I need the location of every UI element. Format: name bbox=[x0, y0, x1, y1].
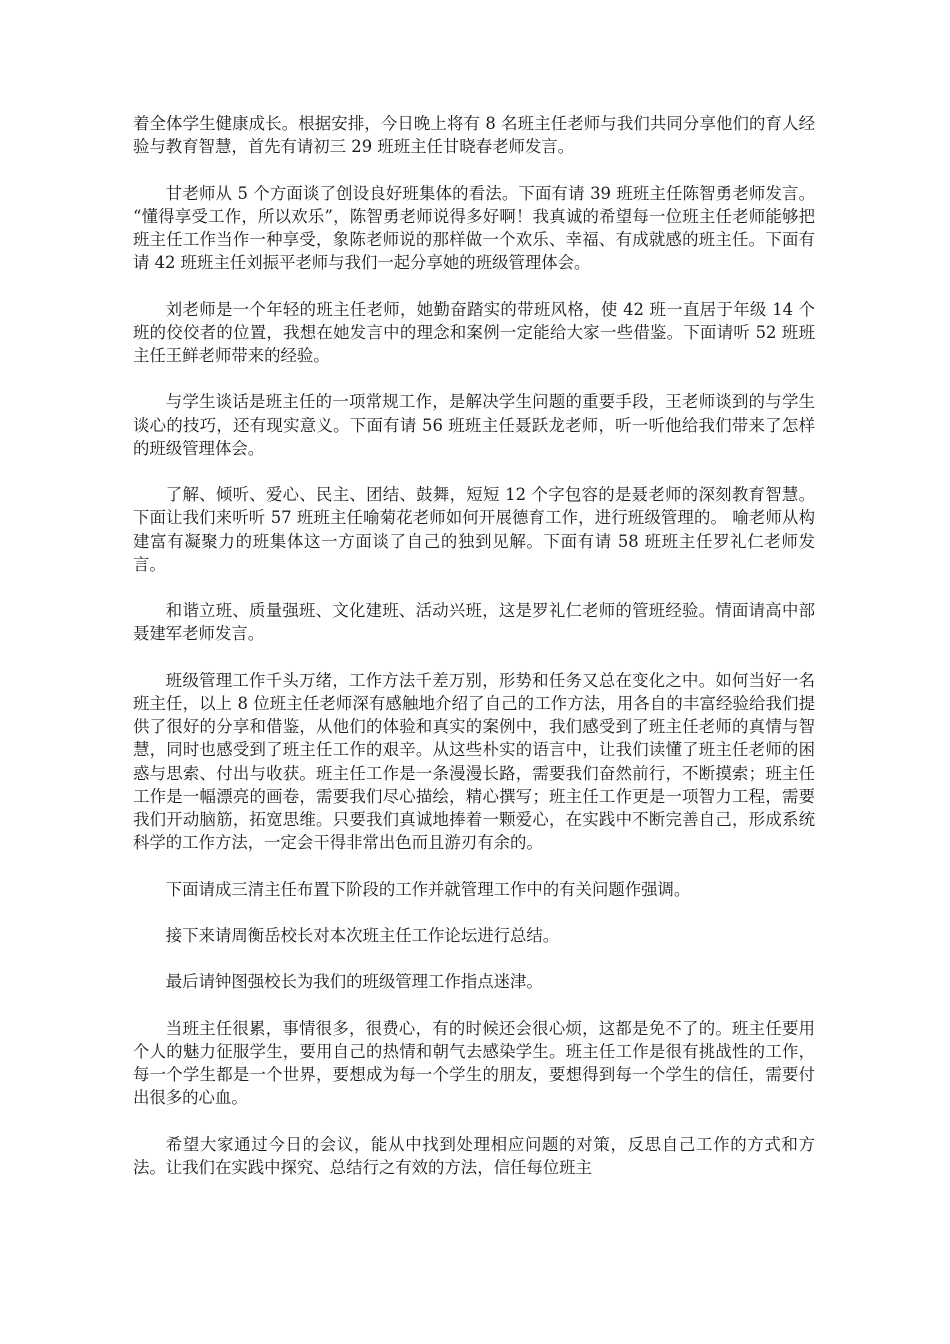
paragraph: 了解、倾听、爱心、民主、团结、鼓舞，短短 12 个字包容的是聂老师的深刻教育智慧。下面让我们来听听 57 班班主任喻菊花老师如何开展德育工作，进行班级管理的。 喻老师从构建富有凝聚力的班集体这一方面谈了自己的独到见解。下面有请 58 班班主任罗礼仁老师发言。 bbox=[133, 485, 815, 574]
paragraph: 刘老师是一个年轻的班主任老师，她勤奋踏实的带班风格，使 42 班一直居于年级 14 个班的佼佼者的位置，我想在她发言中的理念和案例一定能给大家一些借鉴。下面请听 52 班班主任王鲜老师带来的经验。 bbox=[133, 299, 815, 365]
paragraph: 最后请钟图强校长为我们的班级管理工作指点迷津。 bbox=[165, 972, 543, 992]
paragraph: 和谐立班、质量强班、文化建班、活动兴班，这是罗礼仁老师的管班经验。情面请高中部聂建军老师发言。 bbox=[133, 601, 815, 644]
paragraph: 甘老师从 5 个方面谈了创设良好班集体的看法。下面有请 39 班班主任陈智勇老师发言。 “懂得享受工作，所以欢乐”，陈智勇老师说得多好啊！我真诚的希望每一位班主任老师能够把班主任工作当作一种享受，象陈老师说的那样做一个欢乐、幸福、有成就感的班主任。下面有请 42 班班主任刘振平老师与我们一起分享她的班级管理体会。 bbox=[133, 183, 815, 273]
document-body bbox=[133, 112, 815, 1202]
paragraph: 希望大家通过今日的会议，能从中找到处理相应问题的对策，反思自己工作的方式和方法。让我们在实践中探究、总结行之有效的方法，信任每位班主 bbox=[133, 1134, 815, 1177]
paragraph: 班级管理工作千头万绪，工作方法千差万别，形势和任务又总在变化之中。如何当好一名班主任，以上 8 位班主任老师深有感触地介绍了自己的工作方法，用各自的丰富经验给我们提供了很好的分享和借鉴，从他们的体验和真实的案例中，我们感受到了班主任老师的真情与智慧，同时也感受到了班主任工作的艰辛。从这些朴实的语言中，让我们读懂了班主任老师的困惑与思索、付出与收获。班主任工作是一条漫漫长路，需要我们奋然前行，不断摸索；班主任工作是一幅漂亮的画卷，需要我们尽心描绘，精心撰写；班主任工作更是一项智力工程，需要我们开动脑筋，拓宽思维。只要我们真诚地捧着一颗爱心，在实践中不断完善自己，形成系统科学的工作方法，一定会干得非常出色而且游刃有余的。 bbox=[133, 670, 815, 853]
paragraph: 与学生谈话是班主任的一项常规工作，是解决学生问题的重要手段，王老师谈到的与学生谈心的技巧，还有现实意义。下面有请 56 班班主任聂跃龙老师，听一听他给我们带来了怎样的班级管理体会。 bbox=[133, 392, 815, 458]
paragraph: 着全体学生健康成长。根据安排，今日晚上将有 8 名班主任老师与我们共同分享他们的育人经验与教育智慧，首先有请初三 29 班班主任甘晓春老师发言。 bbox=[133, 114, 815, 157]
paragraph: 下面请成三清主任布置下阶段的工作并就管理工作中的有关问题作强调。 bbox=[165, 879, 691, 899]
paragraph: 接下来请周衡岳校长对本次班主任工作论坛进行总结。 bbox=[165, 925, 560, 945]
paragraph: 当班主任很累，事情很多，很费心，有的时候还会很心烦，这都是免不了的。班主任要用个人的魅力征服学生，要用自己的热情和朝气去感染学生。班主任工作是很有挑战性的工作，每一个学生都是一个世界，要想成为每一个学生的朋友，要想得到每一个学生的信任，需要付出很多的心血。 bbox=[133, 1018, 815, 1108]
